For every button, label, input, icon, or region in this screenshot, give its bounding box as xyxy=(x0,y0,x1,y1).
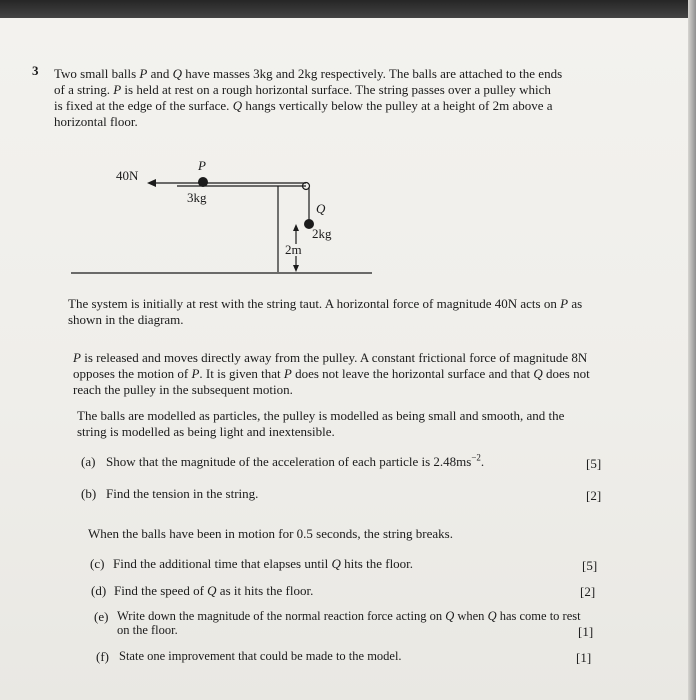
marks-badge: [2] xyxy=(586,488,602,503)
break-paragraph: When the balls have been in motion for 0.5 seconds, the string breaks. xyxy=(88,526,453,541)
intro-line: Two small balls P and Q have masses 3kg and 2kg respectively. The balls are attached to the ends xyxy=(54,66,563,81)
part-label: (b) xyxy=(81,486,97,501)
intro-line: is fixed at the edge of the surface. Q hangs vertically below the pulley at a height of 2m above a xyxy=(54,98,553,113)
part-label: (d) xyxy=(91,583,107,598)
text-line: opposes the motion of P. It is given that P does not leave the horizontal surface and that Q does not xyxy=(73,366,590,381)
text-line: P is released and moves directly away from the pulley. A constant frictional force of magnitude 8N xyxy=(73,350,588,365)
intro-line: of a string. P is held at rest on a rough horizontal surface. The string passes over a pulley which xyxy=(54,82,551,97)
part-text: Show that the magnitude of the acceleration of each particle is $2.48ms^{-2}$. xyxy=(106,452,485,469)
height-arrowhead-bottom xyxy=(293,265,299,272)
marks-badge: [5] xyxy=(582,558,598,573)
part-label: (e) xyxy=(94,609,109,624)
part-text: State one improvement that could be made to the model. xyxy=(119,649,402,663)
text-line: reach the pulley in the subsequent motion. xyxy=(73,382,293,397)
force-arrow-head xyxy=(147,179,156,187)
ball-p-label: P xyxy=(198,158,206,173)
part-label: (f) xyxy=(96,649,109,664)
force-label: 40N xyxy=(116,168,139,183)
marks-badge: [1] xyxy=(578,624,594,639)
intro-line: horizontal floor. xyxy=(54,114,138,129)
ball-p-mass: 3kg xyxy=(187,190,207,205)
ball-q-label: Q xyxy=(316,201,326,216)
text-line: string is modelled as being light and inextensible. xyxy=(77,424,335,439)
text-line: The balls are modelled as particles, the pulley is modelled as being small and smooth, and the xyxy=(77,408,565,423)
ball-q-mass: 2kg xyxy=(312,226,332,241)
text-line: The system is initially at rest with the string taut. A horizontal force of magnitude 40N acts on P as xyxy=(68,296,583,311)
marks-badge: [1] xyxy=(576,650,592,665)
part-text: Find the speed of Q as it hits the floor. xyxy=(114,583,314,598)
height-arrowhead-top xyxy=(293,224,299,231)
height-label: 2m xyxy=(285,242,302,257)
question-number: 3 xyxy=(32,63,39,78)
part-label: (c) xyxy=(90,556,105,571)
part-text: Find the tension in the string. xyxy=(106,486,259,501)
marks-badge: [5] xyxy=(586,456,602,471)
part-text: Write down the magnitude of the normal reaction force acting on Q when Q has come to rest xyxy=(117,609,581,623)
marks-badge: [2] xyxy=(580,584,596,599)
part-label: (a) xyxy=(81,454,96,469)
ball-p xyxy=(198,177,208,187)
part-text: on the floor. xyxy=(117,623,178,637)
part-text: Find the additional time that elapses until Q hits the floor. xyxy=(113,556,414,571)
text-line: shown in the diagram. xyxy=(68,312,184,327)
